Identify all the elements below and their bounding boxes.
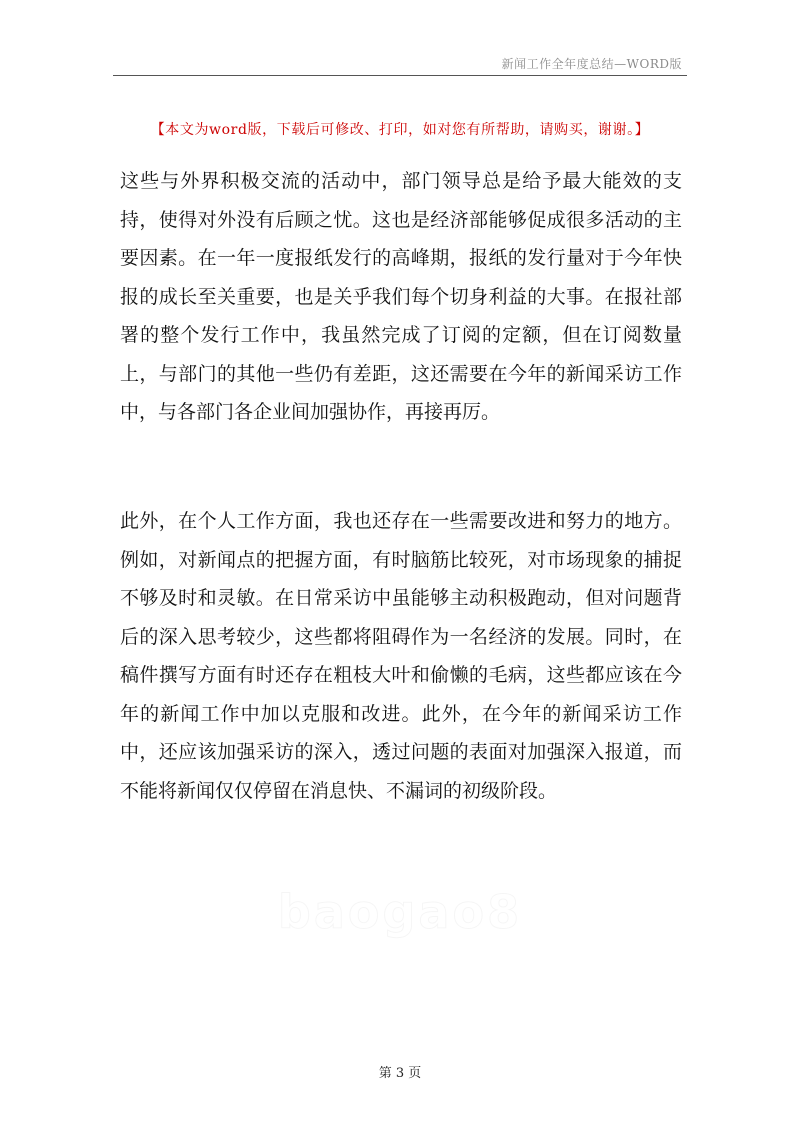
body-paragraph-1: 这些与外界积极交流的活动中，部门领导总是给予最大能效的支持，使得对外没有后顾之忧。这也是经济部能够促成很多活动的主要因素。在一年一度报纸发行的高峰期，报纸的发行量对于今年快报的成长至关重要，也是关乎我们每个切身利益的大事。在报社部署的整个发行工作中，我虽然完成了订阅的定额，但在订阅数量上，与部门的其他一些仍有差距，这还需要在今年的新闻采访工作中，与各部门各企业间加强协作，再接再厉。 (120, 170, 682, 423)
watermark-logo: baogao8 (277, 885, 523, 939)
body-paragraph-2: 此外，在个人工作方面，我也还存在一些需要改进和努力的地方。例如，对新闻点的把握方面，有时脑筋比较死，对市场现象的捕捉不够及时和灵敏。在日常采访中虽能够主动积极跑动，但对问题背后的深入思考较少，这些都将阻碍作为一名经济的发展。同时，在稿件撰写方面有时还存在粗枝大叶和偷懒的毛病，这些都应该在今年的新闻工作中加以克服和改进。此外，在今年的新闻采访工作中，还应该加强采访的深入，透过问题的表面对加强深入报道，而不能将新闻仅仅停留在消息快、不漏词的初级阶段。 (120, 510, 682, 802)
document-header-title: 新闻工作全年度总结—WORD版 (501, 57, 682, 71)
download-notice: 【本文为word版，下载后可修改、打印，如对您有所帮助，请购买，谢谢。】 (150, 122, 650, 138)
header-divider (113, 75, 687, 76)
page-number: 第 3 页 (378, 1066, 422, 1081)
